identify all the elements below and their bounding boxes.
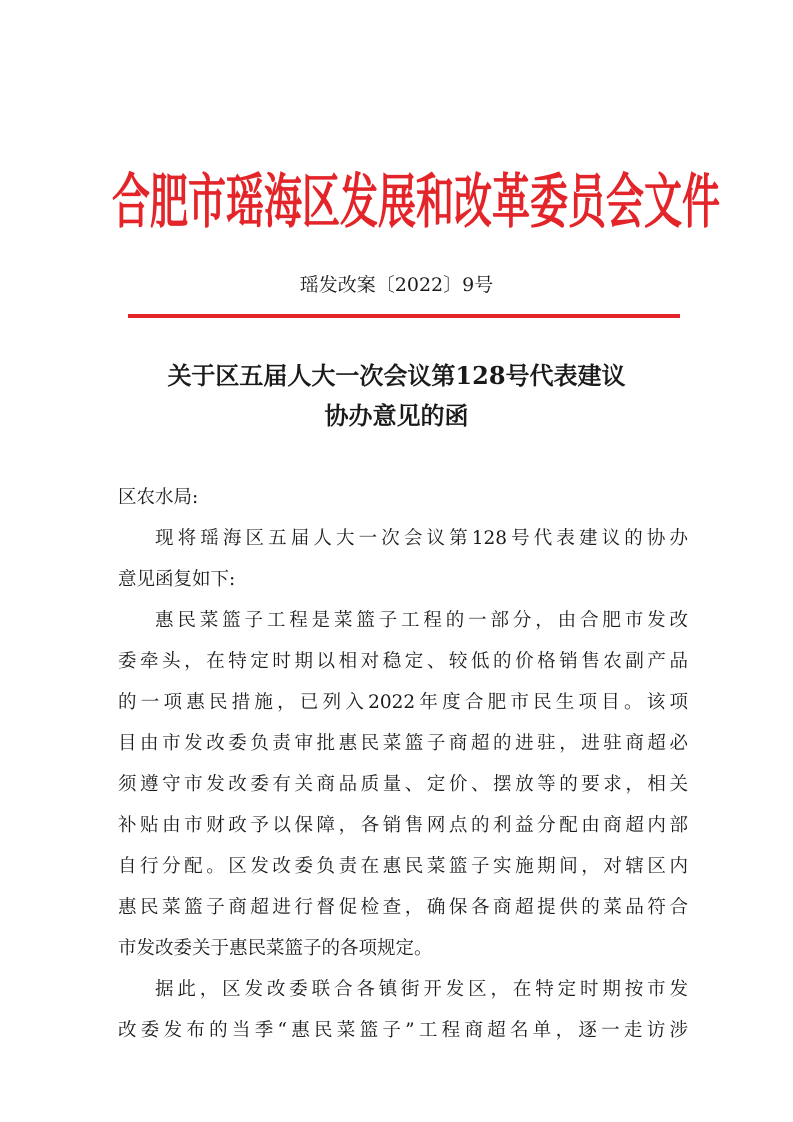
paragraph-line: 惠民菜篮子工程是菜篮子工程的一部分，由合肥市发改 xyxy=(155,610,688,631)
paragraph-1 xyxy=(118,518,688,600)
issuer-header-title: 合肥市瑶海区发展和改革委员会文件 xyxy=(112,166,721,236)
paragraph-line: 委牵头，在特定时期以相对稳定、较低的价格销售农副产品 xyxy=(118,651,688,672)
paragraph-2 xyxy=(118,600,688,969)
paragraph-line: 惠民菜篮子商超进行督促检查，确保各商超提供的菜品符合 xyxy=(118,897,688,918)
document-number: 瑶发改案〔2022〕9号 xyxy=(299,274,494,296)
paragraph-line: 补贴由市财政予以保障，各销售网点的利益分配由商超内部 xyxy=(118,815,688,836)
paragraph-line: 改委发布的当季“惠民菜篮子”工程商超名单，逐一走访涉 xyxy=(118,1020,688,1041)
paragraph-line: 须遵守市发改委有关商品质量、定价、摆放等的要求，相关 xyxy=(118,774,688,795)
paragraph-line: 的一项惠民措施，已列入2022年度合肥市民生项目。该项 xyxy=(118,692,688,713)
paragraph-line: 自行分配。区发改委负责在惠民菜篮子实施期间，对辖区内 xyxy=(118,856,688,877)
document-subject xyxy=(100,356,693,436)
paragraph-line: 意见函复如下: xyxy=(118,569,236,590)
paragraph-line: 现将瑶海区五届人大一次会议第128号代表建议的协办 xyxy=(155,528,688,549)
addressee: 区农水局: xyxy=(118,487,199,508)
red-divider-rule xyxy=(128,314,680,318)
paragraph-line: 目由市发改委负责审批惠民菜篮子商超的进驻，进驻商超必 xyxy=(118,733,688,754)
paragraph-line: 据此，区发改委联合各镇街开发区，在特定时期按市发 xyxy=(155,979,688,1000)
paragraph-3 xyxy=(118,969,688,1051)
subject-line-2: 协办意见的函 xyxy=(324,401,469,430)
document-body xyxy=(118,478,688,1051)
paragraph-line: 市发改委关于惠民菜篮子的各项规定。 xyxy=(118,938,433,959)
subject-line-1: 关于区五届人大一次会议第128号代表建议 xyxy=(167,361,626,390)
